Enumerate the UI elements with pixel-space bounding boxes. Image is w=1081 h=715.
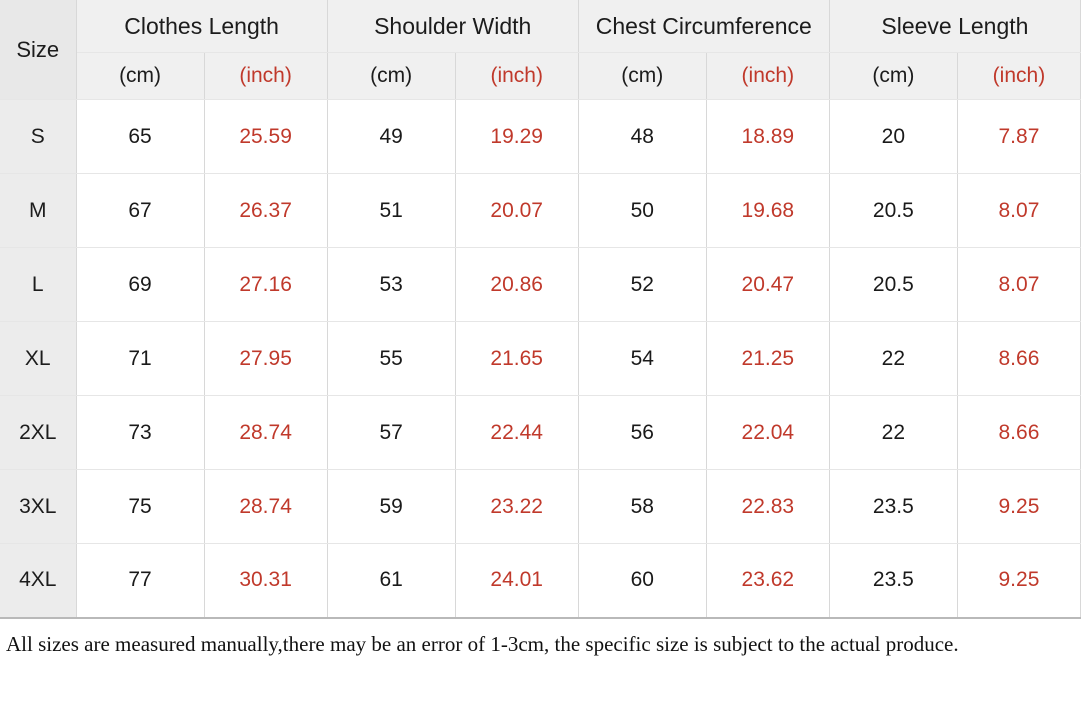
cell-inch: 22.44 <box>455 396 578 470</box>
table-head <box>0 0 1081 100</box>
cell-cm: 20 <box>829 100 957 174</box>
cell-inch: 27.95 <box>204 322 327 396</box>
cell-cm: 54 <box>578 322 706 396</box>
cell-cm: 55 <box>327 322 455 396</box>
cell-inch: 28.74 <box>204 470 327 544</box>
cell-inch: 19.68 <box>706 174 829 248</box>
cell-cm: 52 <box>578 248 706 322</box>
cell-cm: 49 <box>327 100 455 174</box>
cell-cm: 22 <box>829 322 957 396</box>
cell-cm: 58 <box>578 470 706 544</box>
cell-cm: 23.5 <box>829 544 957 618</box>
cell-inch: 23.62 <box>706 544 829 618</box>
header-unit-inch-sleeve-length: (inch) <box>957 53 1080 100</box>
cell-cm: 59 <box>327 470 455 544</box>
cell-inch: 25.59 <box>204 100 327 174</box>
cell-cm: 77 <box>76 544 204 618</box>
row-size-label: XL <box>0 322 76 396</box>
cell-inch: 18.89 <box>706 100 829 174</box>
cell-inch: 7.87 <box>957 100 1080 174</box>
cell-cm: 73 <box>76 396 204 470</box>
header-group-row <box>0 0 1081 53</box>
header-unit-inch-clothes-length: (inch) <box>204 53 327 100</box>
cell-cm: 23.5 <box>829 470 957 544</box>
cell-cm: 53 <box>327 248 455 322</box>
table-row <box>0 544 1081 618</box>
header-group-sleeve-length: Sleeve Length <box>829 0 1080 53</box>
header-unit-inch-shoulder-width: (inch) <box>455 53 578 100</box>
table-row <box>0 470 1081 544</box>
header-unit-inch-chest-circumference: (inch) <box>706 53 829 100</box>
cell-inch: 24.01 <box>455 544 578 618</box>
cell-inch: 21.25 <box>706 322 829 396</box>
header-unit-cm-clothes-length: (cm) <box>76 53 204 100</box>
header-unit-row <box>0 53 1081 100</box>
row-size-label: L <box>0 248 76 322</box>
header-group-clothes-length: Clothes Length <box>76 0 327 53</box>
cell-inch: 23.22 <box>455 470 578 544</box>
cell-cm: 75 <box>76 470 204 544</box>
cell-inch: 22.04 <box>706 396 829 470</box>
cell-cm: 56 <box>578 396 706 470</box>
cell-cm: 51 <box>327 174 455 248</box>
table-row <box>0 248 1081 322</box>
table-body <box>0 100 1081 618</box>
cell-inch: 8.07 <box>957 174 1080 248</box>
header-size: Size <box>0 0 76 100</box>
table-row <box>0 100 1081 174</box>
cell-inch: 8.66 <box>957 396 1080 470</box>
cell-cm: 65 <box>76 100 204 174</box>
row-size-label: S <box>0 100 76 174</box>
measurement-disclaimer: All sizes are measured manually,there may be an error of 1-3cm, the specific size is subject to the actual produce. <box>6 631 959 656</box>
cell-inch: 26.37 <box>204 174 327 248</box>
cell-inch: 30.31 <box>204 544 327 618</box>
cell-cm: 57 <box>327 396 455 470</box>
cell-inch: 22.83 <box>706 470 829 544</box>
cell-cm: 69 <box>76 248 204 322</box>
cell-cm: 22 <box>829 396 957 470</box>
cell-inch: 28.74 <box>204 396 327 470</box>
cell-inch: 9.25 <box>957 544 1080 618</box>
row-size-label: 4XL <box>0 544 76 618</box>
cell-cm: 60 <box>578 544 706 618</box>
cell-inch: 9.25 <box>957 470 1080 544</box>
cell-inch: 20.86 <box>455 248 578 322</box>
table-row <box>0 322 1081 396</box>
cell-cm: 67 <box>76 174 204 248</box>
table-row <box>0 174 1081 248</box>
header-group-chest-circumference: Chest Circumference <box>578 0 829 53</box>
cell-inch: 20.47 <box>706 248 829 322</box>
cell-inch: 21.65 <box>455 322 578 396</box>
cell-cm: 48 <box>578 100 706 174</box>
cell-inch: 8.66 <box>957 322 1080 396</box>
cell-inch: 27.16 <box>204 248 327 322</box>
table-row <box>0 396 1081 470</box>
cell-inch: 20.07 <box>455 174 578 248</box>
cell-inch: 19.29 <box>455 100 578 174</box>
header-unit-cm-sleeve-length: (cm) <box>829 53 957 100</box>
cell-cm: 71 <box>76 322 204 396</box>
cell-cm: 50 <box>578 174 706 248</box>
header-unit-cm-shoulder-width: (cm) <box>327 53 455 100</box>
header-group-shoulder-width: Shoulder Width <box>327 0 578 53</box>
cell-cm: 20.5 <box>829 174 957 248</box>
cell-inch: 8.07 <box>957 248 1080 322</box>
row-size-label: M <box>0 174 76 248</box>
cell-cm: 61 <box>327 544 455 618</box>
row-size-label: 2XL <box>0 396 76 470</box>
cell-cm: 20.5 <box>829 248 957 322</box>
row-size-label: 3XL <box>0 470 76 544</box>
header-unit-cm-chest-circumference: (cm) <box>578 53 706 100</box>
